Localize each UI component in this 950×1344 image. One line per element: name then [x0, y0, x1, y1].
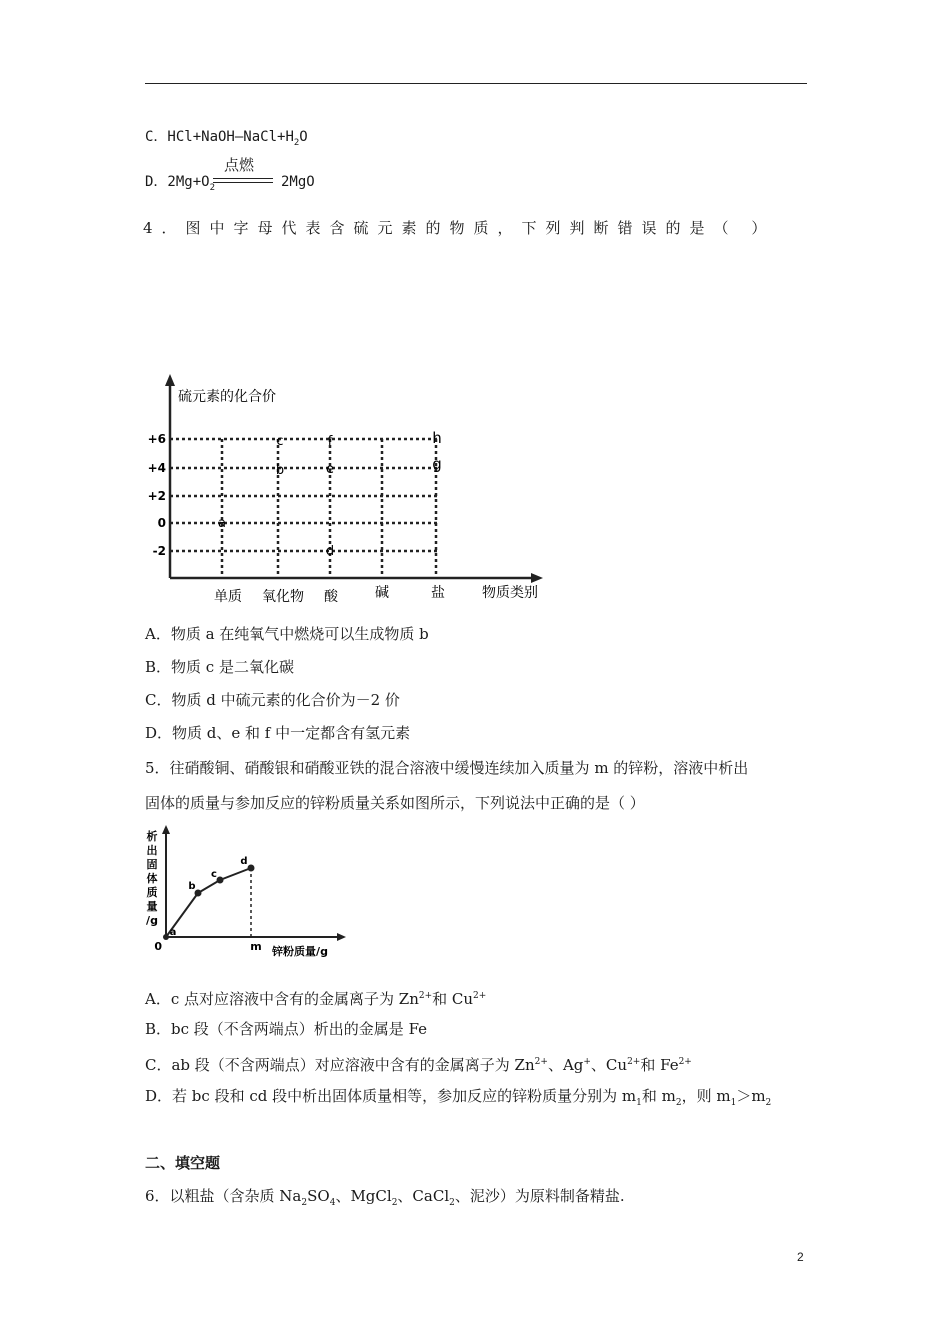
y-axis-char: 质: [146, 886, 158, 899]
y-axis-char: 析: [146, 830, 158, 843]
q4-option-b: B．物质 c 是二氧化碳: [145, 658, 294, 676]
q3-option-d: D．$2Mg+O_2$ 2MgO: [145, 174, 315, 193]
q4-option-a: A．物质 a 在纯氧气中燃烧可以生成物质 b: [145, 625, 429, 643]
point-label: c: [211, 869, 217, 880]
q4-sulfur-valence-chart: [140, 370, 560, 610]
y-axis-char: 体: [146, 872, 158, 885]
q4-option-c: C．物质 d 中硫元素的化合价为－2 价: [145, 691, 400, 709]
x-category: 氧化物: [262, 589, 304, 605]
point-label: a: [218, 516, 226, 531]
q5-stem-line1: 5．往硝酸铜、硝酸银和硝酸亚铁的混合溶液中缓慢连续加入质量为 m 的锌粉，溶液中析出: [145, 759, 749, 777]
y-axis-char: /g: [146, 914, 158, 927]
y-tick: +2: [147, 489, 166, 503]
point-d: [248, 865, 255, 872]
point-c: [217, 877, 224, 884]
x-axis-arrow: [531, 573, 543, 583]
point-label: c: [276, 434, 284, 449]
y-tick: -2: [152, 544, 166, 558]
q5-zinc-mass-chart: [140, 824, 350, 964]
point-label: b: [188, 881, 196, 892]
point-label: f: [327, 434, 333, 449]
point-label: g: [432, 455, 442, 473]
point-a: [163, 934, 169, 940]
mass-curve: [166, 868, 251, 937]
header-rule: [145, 83, 807, 84]
q3-option-c: C．$HCl+NaOH—NaCl+H_2O$: [145, 129, 308, 148]
y-axis-label: [146, 829, 158, 927]
x-axis-label: 物质类别: [482, 585, 538, 601]
point-label: a: [169, 927, 177, 938]
q5-option-b: B．bc 段（不含两端点）析出的金属是 Fe: [145, 1020, 428, 1038]
y-tick: +4: [147, 461, 166, 475]
point-label: b: [275, 463, 285, 478]
point-label: h: [432, 429, 442, 447]
q6-stem: 6．以粗盐（含杂质 $Na_2SO_4$、MgCl$_2$、CaCl$_2$、泥沙）为原料制备精盐.: [145, 1187, 625, 1208]
section-heading: 二、填空题: [145, 1154, 221, 1172]
y-axis-char: 量: [146, 900, 158, 913]
x-category: 碱: [375, 585, 389, 601]
y-tick: +6: [147, 432, 166, 446]
y-axis-char: 出: [146, 844, 158, 857]
y-axis-arrow: [165, 374, 175, 386]
point-label: e: [326, 462, 334, 477]
point-label: d: [325, 544, 335, 559]
y-axis-char: 固: [146, 858, 158, 871]
q4-stem: 4．图中字母代表含硫元素的物质，下列判断错误的是（ ）: [143, 219, 776, 237]
x-axis-label: 锌粉质量/g: [272, 945, 328, 958]
m-label: m: [250, 940, 262, 953]
q5-option-c: C．ab 段（不含两端点）对应溶液中含有的金属离子为 $Zn^{2+}$、Ag+、$Cu^{2+}$和 $Fe^{2+}$: [145, 1056, 692, 1074]
origin-label: 0: [154, 940, 162, 953]
q5-option-a: A．c 点对应溶液中含有的金属离子为 $Zn^{2+}$和 $Cu^{2+}$: [145, 990, 487, 1008]
reaction-condition: 点燃: [224, 156, 255, 174]
q5-option-d: D．若 bc 段和 cd 段中析出固体质量相等，参加反应的锌粉质量分别为 $m_1$和 $m_2$，则 $m_1>m_2$: [145, 1087, 772, 1108]
y-axis-label: 硫元素的化合价: [178, 389, 276, 405]
page-number: 2: [797, 1250, 804, 1264]
x-category: 酸: [324, 589, 338, 605]
x-category: 盐: [431, 585, 445, 601]
x-category: 单质: [214, 589, 242, 605]
point-label: d: [240, 856, 248, 867]
q4-option-d: D．物质 d、e 和 f 中一定都含有氢元素: [145, 724, 411, 742]
q5-stem-line2: 固体的质量与参加反应的锌粉质量关系如图所示，下列说法中正确的是（ ）: [145, 794, 645, 812]
y-tick: 0: [157, 516, 166, 530]
